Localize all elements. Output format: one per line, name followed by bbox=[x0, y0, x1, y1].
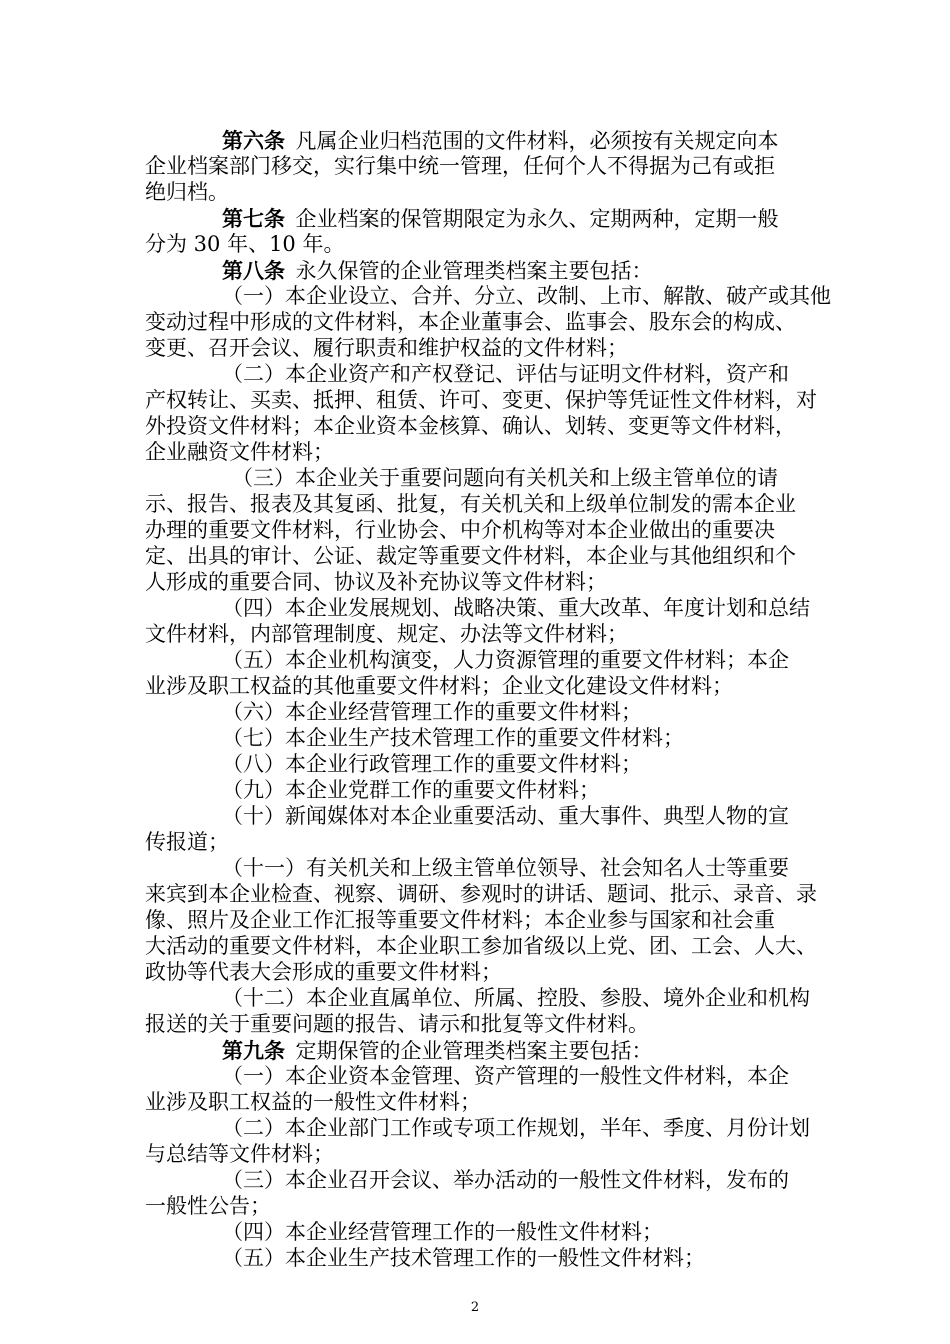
page-number: 2 bbox=[470, 1300, 480, 1315]
article-8-item-5-line-2: 业涉及职工权益的其他重要文件材料；企业文化建设文件材料； bbox=[145, 674, 733, 698]
article-9-text: 定期保管的企业管理类档案主要包括： bbox=[295, 1039, 653, 1063]
article-7-line-2: 分为 30 年、10 年。 bbox=[145, 232, 345, 256]
article-7-heading: 第七条 bbox=[222, 206, 285, 231]
article-8-item-1-line-2: 变动过程中形成的文件材料，本企业董事会、监事会、股东会的构成、 bbox=[145, 310, 796, 334]
article-8-item-3-line-5: 人形成的重要合同、协议及补充协议等文件材料； bbox=[145, 570, 607, 594]
article-8-item-4-line-2: 文件材料，内部管理制度、规定、办法等文件材料； bbox=[145, 622, 628, 646]
article-8-item-9-line-1: （九）本企业党群工作的重要文件材料； bbox=[222, 778, 600, 802]
article-9-item-5-line-1: （五）本企业生产技术管理工作的一般性文件材料； bbox=[222, 1246, 705, 1270]
article-8-item-2-line-4: 企业融资文件材料； bbox=[145, 440, 334, 464]
article-8-heading: 第八条 bbox=[222, 258, 285, 283]
article-8-item-3-line-4: 定、出具的审计、公证、裁定等重要文件材料，本企业与其他组织和个 bbox=[145, 544, 796, 568]
article-8-item-12-line-1: （十二）本企业直属单位、所属、控股、参股、境外企业和机构 bbox=[222, 986, 810, 1010]
article-8-item-10-line-1: （十）新闻媒体对本企业重要活动、重大事件、典型人物的宣 bbox=[222, 804, 789, 828]
article-6-heading: 第六条 bbox=[222, 128, 285, 153]
article-8-item-8-line-1: （八）本企业行政管理工作的重要文件材料； bbox=[222, 752, 642, 776]
article-8-item-4-line-1: （四）本企业发展规划、战略决策、重大改革、年度计划和总结 bbox=[222, 596, 810, 620]
article-7-text: 企业档案的保管期限定为永久、定期两种，定期一般 bbox=[295, 207, 779, 231]
article-9-item-3-line-1: （三）本企业召开会议、举办活动的一般性文件材料，发布的 bbox=[222, 1168, 789, 1192]
article-8-item-2-line-2: 产权转让、买卖、抵押、租赁、许可、变更、保护等凭证性文件材料，对 bbox=[145, 388, 817, 412]
article-6-line-1 bbox=[222, 127, 779, 155]
article-8-item-3-line-2: 示、报告、报表及其复函、批复，有关机关和上级单位制发的需本企业 bbox=[145, 492, 796, 516]
article-9-item-4-line-1: （四）本企业经营管理工作的一般性文件材料； bbox=[222, 1220, 663, 1244]
article-8-item-5-line-1: （五）本企业机构演变，人力资源管理的重要文件材料；本企 bbox=[222, 648, 789, 672]
article-8-text: 永久保管的企业管理类档案主要包括： bbox=[295, 259, 653, 283]
article-8-item-6-line-1: （六）本企业经营管理工作的重要文件材料； bbox=[222, 700, 642, 724]
article-9-line-1 bbox=[222, 1037, 653, 1065]
article-6-line-3: 绝归档。 bbox=[145, 180, 229, 204]
article-8-item-1-line-3: 变更、召开会议、履行职责和维护权益的文件材料； bbox=[145, 336, 628, 360]
article-9-item-2-line-1: （二）本企业部门工作或专项工作规划，半年、季度、月份计划 bbox=[222, 1116, 810, 1140]
article-8-item-12-line-2: 报送的关于重要问题的报告、请示和批复等文件材料。 bbox=[145, 1012, 649, 1036]
article-8-item-11-line-2: 来宾到本企业检查、视察、调研、参观时的讲话、题词、批示、录音、录 bbox=[145, 882, 817, 906]
article-8-item-10-line-2: 传报道； bbox=[145, 830, 229, 854]
article-8-line-1 bbox=[222, 257, 653, 285]
article-8-item-3-line-3: 办理的重要文件材料，行业协会、中介机构等对本企业做出的重要决 bbox=[145, 518, 775, 542]
article-9-item-1-line-1: （一）本企业资本金管理、资产管理的一般性文件材料，本企 bbox=[222, 1064, 789, 1088]
article-6-text: 凡属企业归档范围的文件材料，必须按有关规定向本 bbox=[295, 129, 779, 153]
article-8-item-11-line-4: 大活动的重要文件材料，本企业职工参加省级以上党、团、工会、人大、 bbox=[145, 934, 817, 958]
article-8-item-11-line-3: 像、照片及企业工作汇报等重要文件材料；本企业参与国家和社会重 bbox=[145, 908, 775, 932]
article-8-item-11-line-1: （十一）有关机关和上级主管单位领导、社会知名人士等重要 bbox=[222, 856, 789, 880]
article-8-item-11-line-5: 政协等代表大会形成的重要文件材料； bbox=[145, 960, 502, 984]
article-9-item-1-line-2: 业涉及职工权益的一般性文件材料； bbox=[145, 1090, 481, 1114]
article-9-item-3-line-2: 一般性公告； bbox=[145, 1194, 271, 1218]
article-8-item-7-line-1: （七）本企业生产技术管理工作的重要文件材料； bbox=[222, 726, 684, 750]
article-9-item-2-line-2: 与总结等文件材料； bbox=[145, 1142, 334, 1166]
article-8-item-3-line-1: （三）本企业关于重要问题向有关机关和上级主管单位的请 bbox=[232, 466, 778, 490]
article-6-line-2: 企业档案部门移交，实行集中统一管理，任何个人不得据为己有或拒 bbox=[145, 154, 775, 178]
article-8-item-2-line-3: 外投资文件材料；本企业资本金核算、确认、划转、变更等文件材料， bbox=[145, 414, 796, 438]
article-8-item-1-line-1: （一）本企业设立、合并、分立、改制、上市、解散、破产或其他 bbox=[222, 284, 831, 308]
article-9-heading: 第九条 bbox=[222, 1038, 285, 1063]
article-8-item-2-line-1: （二）本企业资产和产权登记、评估与证明文件材料，资产和 bbox=[222, 362, 789, 386]
article-7-line-1 bbox=[222, 205, 779, 233]
